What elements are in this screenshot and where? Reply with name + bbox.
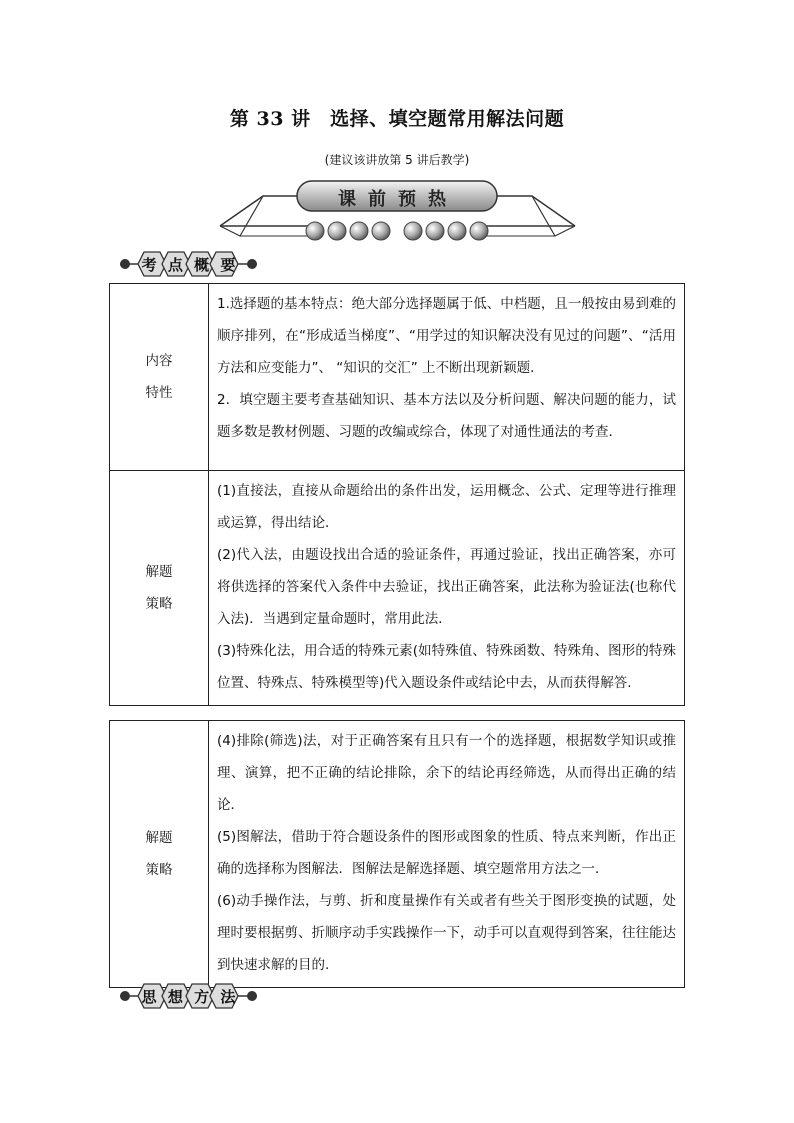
table-row xyxy=(110,721,685,988)
paragraph: (4)排除(筛选)法，对于正确答案有且只有一个的选择题，根据数学知识或推理、演算，把不正确的结论排除，余下的结论再经筛选，从而得出正确的结论． xyxy=(217,733,676,813)
section-label-char: 思 xyxy=(141,988,157,1006)
paragraph: (6)动手操作法，与剪、折和度量操作有关或者有些关于图形变换的试题，处理时要根据剪、折顺序动手实践操作一下，动手可以直观得到答案，往往能达到快速求解的目的. xyxy=(217,893,676,973)
section-label-char: 点 xyxy=(167,256,183,274)
row-header: 解题 策略 xyxy=(110,471,209,706)
section-label-char: 法 xyxy=(220,988,236,1006)
table-row xyxy=(110,284,685,471)
paragraph: 2．填空题主要考查基础知识、基本方法以及分析问题、解决问题的能力，试题多数是教材例题、习题的改编或综合，体现了对通性通法的考查． xyxy=(217,392,676,440)
section-label-sixiang xyxy=(116,983,261,1009)
paragraph: (1)直接法，直接从命题给出的条件出发，运用概念、公式、定理等进行推理或运算，得出结论． xyxy=(217,483,676,531)
banner-beads xyxy=(306,222,488,240)
page-title: 第 33 讲 选择、填空题常用解法问题 xyxy=(229,108,565,130)
banner-title: 课前预热 xyxy=(338,189,458,210)
paragraph: (3)特殊化法，用合适的特殊元素(如特殊值、特殊函数、特殊角、图形的特殊位置、特殊点、特殊模型等)代入题设条件或结论中去，从而获得解答. xyxy=(217,643,676,691)
row-header: 解题 策略 xyxy=(110,721,209,988)
row-header: 内容 特性 xyxy=(110,284,209,471)
table-row xyxy=(110,471,685,706)
section-label-char: 概 xyxy=(194,256,210,274)
row-body xyxy=(209,721,685,988)
section-label-char: 要 xyxy=(220,256,236,274)
row-body xyxy=(209,471,685,706)
section-label-char: 方 xyxy=(194,988,210,1006)
section-label-char: 考 xyxy=(141,256,157,274)
page-subtitle: (建议该讲放第 5 讲后教学) xyxy=(324,153,470,167)
row-body xyxy=(209,284,685,471)
content-table-1 xyxy=(109,283,685,706)
paragraph: (2)代入法，由题设找出合适的验证条件，再通过验证，找出正确答案，亦可将供选择的答案代入条件中去验证，找出正确答案，此法称为验证法(也称代入法)．当遇到定量命题时，常用此法． xyxy=(217,547,676,627)
content-table-2 xyxy=(109,720,685,988)
section-label-kaodian xyxy=(116,251,261,277)
paragraph: (5)图解法，借助于符合题设条件的图形或图象的性质、特点来判断，作出正确的选择称为图解法．图解法是解选择题、填空题常用方法之一． xyxy=(217,829,676,877)
section-label-char: 想 xyxy=(167,988,183,1006)
paragraph: 1.选择题的基本特点：绝大部分选择题属于低、中档题，且一般按由易到难的顺序排列，在“形成适当梯度”、“用学过的知识解决没有见过的问题”、“活用方法和应变能力”、 “知识的交汇” 上不断出现新颖题． xyxy=(217,296,676,376)
